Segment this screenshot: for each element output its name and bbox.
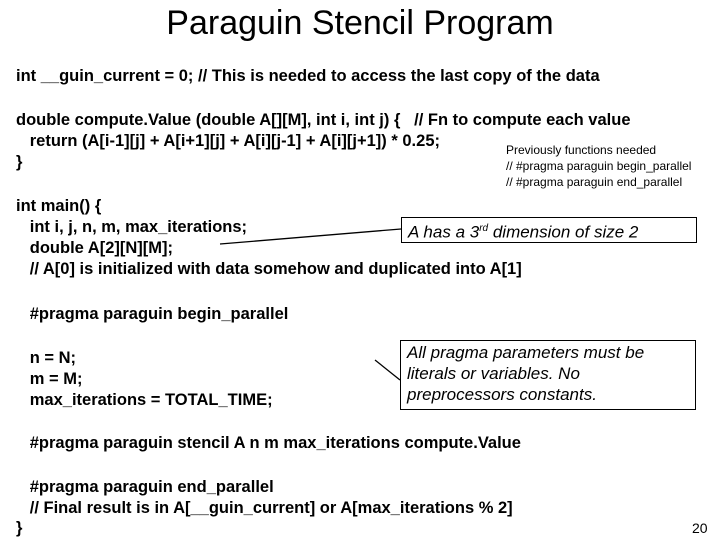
code-line-final-comment: // Final result is in A[__guin_current] or A[max_iterations % 2]: [16, 499, 513, 517]
code-line-init-comment: // A[0] is initialized with data somehow and duplicated into A[1]: [16, 260, 522, 278]
side-note-line-2: // #pragma paraguin begin_parallel: [506, 159, 692, 173]
side-note-line-3: // #pragma paraguin end_parallel: [506, 175, 683, 189]
code-line-main: int main() {: [16, 197, 102, 215]
code-line-close-brace: }: [16, 153, 23, 171]
callout-dim-sup: rd: [479, 223, 489, 234]
code-line-end-parallel: #pragma paraguin end_parallel: [16, 478, 274, 496]
code-line-m-assign: m = M;: [16, 370, 83, 388]
code-line-begin-parallel: #pragma paraguin begin_parallel: [16, 305, 289, 323]
code-line-max-iter-assign: max_iterations = TOTAL_TIME;: [16, 391, 273, 409]
code-line-array-decl: double A[2][N][M];: [16, 239, 174, 257]
callout-pragma-line-1: All pragma parameters must be: [407, 343, 645, 362]
arrow-to-array-decl: [220, 229, 401, 244]
code-line-guin-current: int __guin_current = 0; // This is needed to access the last copy of the data: [16, 67, 600, 85]
page-number: 20: [692, 520, 708, 536]
callout-dim-suffix: dimension of size 2: [488, 222, 639, 242]
code-line-main-close: }: [16, 519, 23, 537]
arrow-to-pragma-assign: [375, 360, 400, 380]
code-line-declarations: int i, j, n, m, max_iterations;: [16, 218, 248, 236]
callout-pragma-line-3: preprocessors constants.: [407, 385, 597, 404]
callout-dim-prefix: A has a 3: [408, 222, 480, 242]
code-line-compute-signature: double compute.Value (double A[][M], int i, int j) { // Fn to compute each value: [16, 111, 631, 129]
code-line-n-assign: n = N;: [16, 349, 77, 367]
code-line-return: return (A[i-1][j] + A[i+1][j] + A[i][j-1] + A[i][j+1]) * 0.25;: [16, 132, 440, 150]
callout-pragma-line-2: literals or variables. No: [407, 364, 580, 383]
side-note-line-1: Previously functions needed: [506, 143, 657, 157]
slide-title: Paraguin Stencil Program: [166, 4, 554, 42]
code-line-stencil-pragma: #pragma paraguin stencil A n m max_iterations compute.Value: [16, 434, 521, 452]
